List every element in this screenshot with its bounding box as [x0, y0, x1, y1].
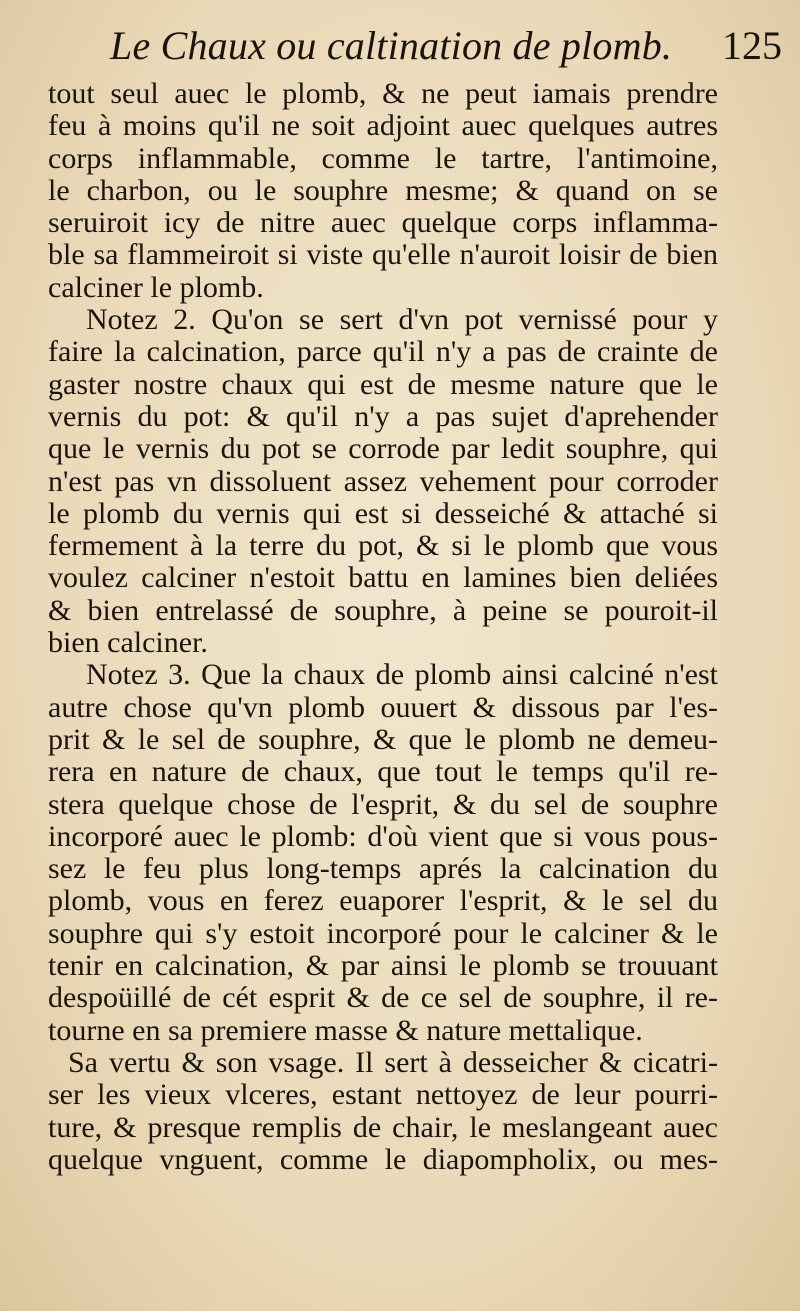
page-number: 125: [722, 23, 782, 68]
text-line: Notez 2. Qu'on se sert d'vn pot vernissé pour y: [86, 303, 718, 337]
text-line: tout seul auec le plomb, & ne peut iamais prendre: [48, 77, 718, 110]
page-header: [110, 22, 800, 78]
text-line: le charbon, ou le souphre mesme; & quand on se: [48, 173, 718, 207]
text-line: ser les vieux vlceres, estant nettoyez de leur pourri-: [48, 1078, 718, 1112]
text-line: quelque vnguent, comme le diapompholix, ou mes-: [48, 1142, 718, 1176]
text-line: le plomb du vernis qui est si desseiché & attaché si: [48, 496, 718, 530]
text-line: Notez 3. Que la chaux de plomb ainsi calciné n'est: [86, 658, 718, 692]
text-line: n'est pas vn dissoluent assez vehement pour corroder: [48, 464, 718, 498]
text-line: voulez calciner n'estoit battu en lamines bien deliées: [48, 561, 718, 595]
text-line: incorporé auec le plomb: d'où vient que si vous pous-: [48, 819, 718, 853]
text-line: ble sa flammeiroit si viste qu'elle n'auroit loisir de bien: [48, 238, 718, 272]
running-title: Le Chaux ou caltination de plomb.: [110, 23, 673, 68]
text-line: ture, & presque remplis de chair, le meslangeant auec: [48, 1110, 718, 1144]
text-line: prit & le sel de souphre, & que le plomb ne demeu-: [48, 722, 718, 756]
text-line: faire la calcination, parce qu'il n'y a pas de crainte de: [48, 335, 718, 369]
text-line: souphre qui s'y estoit incorporé pour le calciner & le: [48, 916, 718, 950]
text-line: tenir en calcination, & par ainsi le plomb se trouuant: [48, 949, 718, 983]
text-line: & bien entrelassé de souphre, à peine se pouroit-il: [48, 593, 718, 627]
text-line: seruiroit icy de nitre auec quelque corps inflamma-: [48, 206, 718, 240]
text-line: despoüillé de cét esprit & de ce sel de souphre, il re-: [48, 981, 718, 1015]
text-line: feu à moins qu'il ne soit adjoint auec quelques autres: [48, 109, 718, 143]
text-line: fermement à la terre du pot, & si le plomb que vous: [48, 529, 718, 563]
text-line: rera en nature de chaux, que tout le temps qu'il re-: [48, 755, 718, 789]
text-line: autre chose qu'vn plomb ouuert & dissous par l'es-: [48, 690, 718, 724]
text-line: vernis du pot: & qu'il n'y a pas sujet d'aprehender: [48, 399, 718, 433]
text-line: calciner le plomb.: [48, 270, 264, 304]
text-line: Sa vertu & son vsage. Il sert à desseicher & cicatri-: [68, 1045, 718, 1079]
text-line: corps inflammable, comme le tartre, l'antimoine,: [48, 141, 718, 175]
text-line: gaster nostre chaux qui est de mesme nature que le: [48, 367, 718, 401]
text-line: sez le feu plus long-temps aprés la calcination du: [48, 852, 718, 886]
text-line: tourne en sa premiere masse & nature mettalique.: [48, 1013, 643, 1047]
text-line: plomb, vous en ferez euaporer l'esprit, & le sel du: [48, 884, 718, 918]
text-line: que le vernis du pot se corrode par ledit souphre, qui: [48, 432, 718, 466]
body-text: [48, 78, 718, 1176]
text-line: stera quelque chose de l'esprit, & du sel de souphre: [48, 787, 718, 821]
text-line: bien calciner.: [48, 626, 208, 660]
